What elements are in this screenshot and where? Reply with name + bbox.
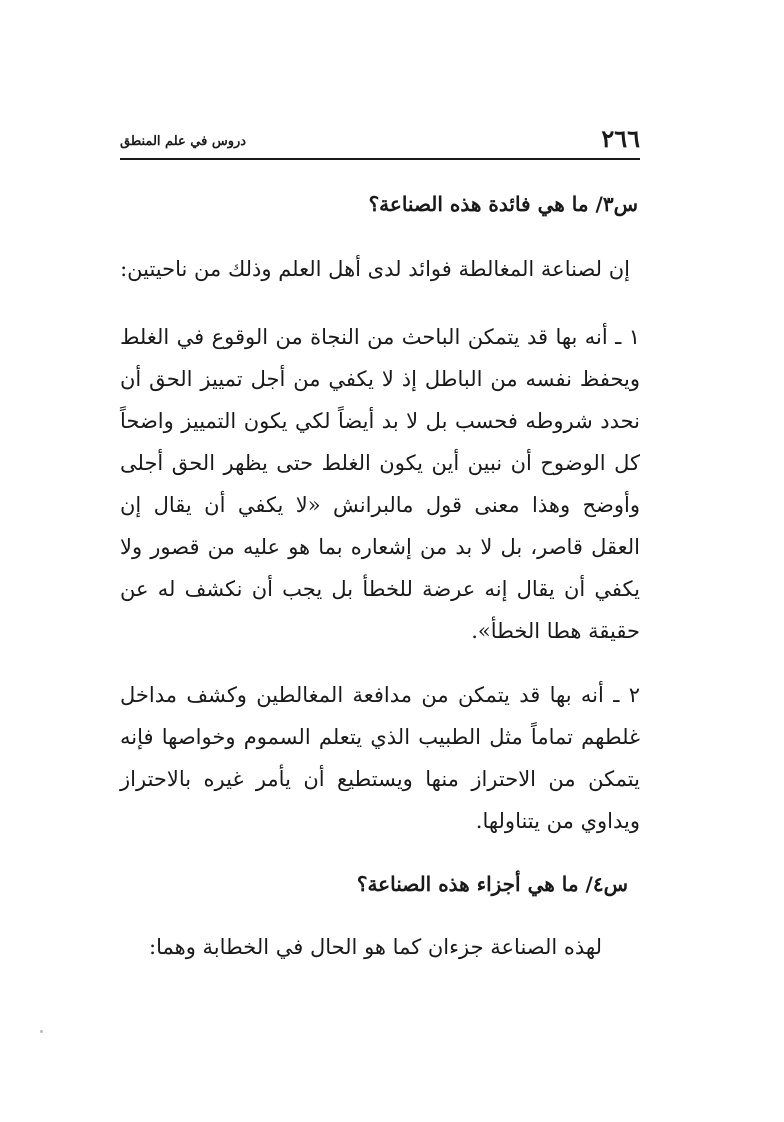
margin-speck <box>40 1030 43 1033</box>
page-header <box>120 124 640 156</box>
parts-intro-paragraph: لهذه الصناعة جزءان كما هو الحال في الخطابة وهما: <box>149 935 602 959</box>
question-3-heading: س٣/ ما هي فائدة هذه الصناعة؟ <box>368 192 638 216</box>
intro-paragraph: إن لصناعة المغالطة فوائد لدى أهل العلم وذلك من ناحيتين: <box>120 257 630 281</box>
running-title: دروس في علم المنطق <box>120 134 247 149</box>
page-content <box>120 184 640 968</box>
point-2-paragraph: ٢ ـ أنه بها قد يتمكن من مدافعة المغالطين وكشف مداخل غلطهم تماماً مثل الطبيب الذي يتعلم السموم وخواصها فإنه يتمكن من الاحتراز منها ويستطيع أن يأمر غيره بالاحتراز ويداوي من يتناولها. <box>120 683 640 833</box>
header-rule <box>120 158 640 160</box>
page-number: ٢٦٦ <box>601 124 640 153</box>
point-1-paragraph: ١ ـ أنه بها قد يتمكن الباحث من النجاة من الوقوع في الغلط ويحفظ نفسه من الباطل إذ لا يكفي من أجل تمييز الحق أن نحدد شروطه فحسب بل لا بد أيضاً لكي يكون التمييز واضحاً كل الوضوح أن نبين أين يكون الغلط حتى يظهر الحق أجلى وأوضح وهذا معنى قول مالبرانش «لا يكفي أن يقال إن العقل قاصر، بل لا بد من إشعاره بما هو عليه من قصور ولا يكفي أن يقال إنه عرضة للخطأ بل يجب أن نكشف له عن حقيقة هطا الخطأ». <box>120 325 640 643</box>
question-4-heading: س٤/ ما هي أجزاء هذه الصناعة؟ <box>356 872 628 896</box>
